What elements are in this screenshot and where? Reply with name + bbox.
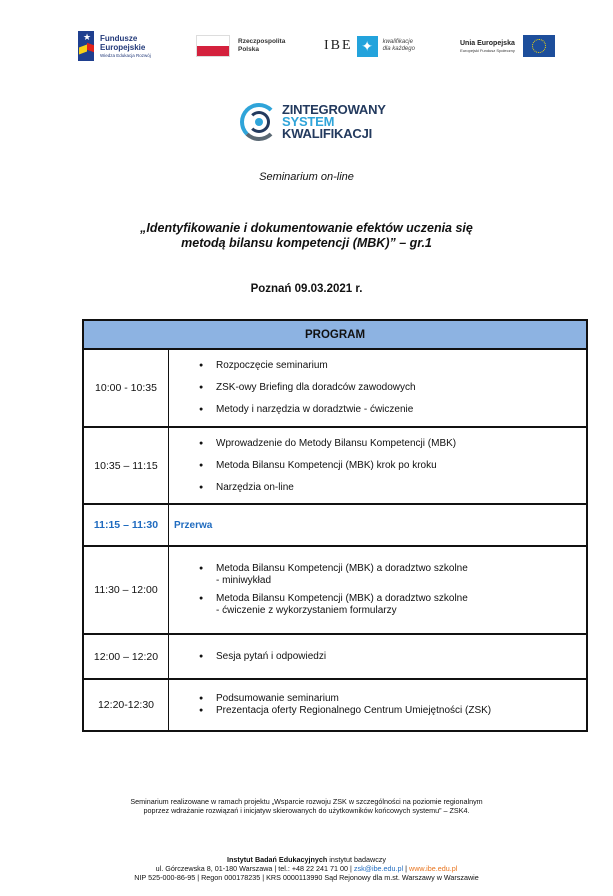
place-date: Poznań 09.03.2021 r. [250, 283, 363, 295]
fundusze-europejskie-icon: ★ [78, 31, 94, 61]
title-line1: „Identyfikowanie i dokumentowanie efektów uczenia się [140, 221, 473, 235]
project-footnote [0, 797, 613, 815]
row-time: 10:35 – 11:15 [84, 428, 169, 503]
ibe-logo [324, 28, 415, 64]
break-label: Przerwa [174, 519, 213, 531]
agenda-item-text: Metoda Bilansu Kompetencji (MBK) a doradztwo szkolne [216, 563, 468, 574]
ue-line2: Europejski Fundusz Społeczny [460, 47, 515, 53]
fe-line1: Fundusze [100, 33, 138, 43]
zsk-line2: SYSTEM [282, 114, 335, 129]
title-line2: metodą bilansu kompetencji (MBK)” – gr.1 [181, 236, 432, 250]
zsk-logo [240, 103, 386, 141]
row-time: 11:15 – 11:30 [84, 505, 169, 545]
table-row [84, 547, 586, 635]
row-time: 12:00 – 12:20 [84, 635, 169, 678]
org-registry: NIP 525-000-86-95 | Regon 000178235 | KRS 0000113990 Sąd Rejonowy dla m.st. Warszawy w Warszawie [134, 873, 479, 882]
separator: | [403, 864, 410, 873]
agenda-item [199, 563, 586, 587]
website-link[interactable]: www.ibe.edu.pl [409, 864, 458, 873]
logos-bar [78, 28, 568, 68]
table-row [84, 428, 586, 505]
agenda-item: ● Sesja pytań i odpowiedzi [199, 651, 586, 663]
agenda-item-sub: - miniwykład [216, 575, 272, 586]
table-row [84, 635, 586, 680]
agenda-item-text: Metoda Bilansu Kompetencji (MBK) a doradztwo szkolne [216, 593, 468, 604]
org-address: ul. Górczewska 8, 01-180 Warszawa | tel.: +48 22 241 71 00 | [155, 864, 354, 873]
agenda-item-sub: - ćwiczenie z wykorzystaniem formularzy [216, 605, 397, 616]
unia-europejska-logo [460, 28, 555, 64]
footnote-line2: poprzez wdrażanie rozwiązań i inicjatyw skierowanych do użytkowników końcowych systemu” – ZSK4. [143, 806, 470, 815]
agenda-item: ● Wprowadzenie do Metody Bilansu Kompetencji (MBK) [199, 438, 586, 450]
agenda-item: ● Prezentacja oferty Regionalnego Centrum Umiejętności (ZSK) [199, 705, 586, 717]
program-table [82, 319, 588, 732]
row-time: 11:30 – 12:00 [84, 547, 169, 633]
fe-line2: Europejskie [100, 42, 146, 52]
rzeczpospolita-polska-logo [196, 28, 285, 64]
email-link[interactable]: zsk@ibe.edu.pl [353, 864, 404, 873]
row-time: 10:00 - 10:35 [84, 350, 169, 426]
agenda-item: ● Podsumowanie seminarium [199, 693, 586, 705]
page-footer [0, 855, 613, 882]
org-type: instytut badawczy [327, 855, 386, 864]
program-header: PROGRAM [84, 321, 586, 350]
ue-line1: Unia Europejska [460, 39, 515, 47]
ibe-name: IBE [324, 38, 353, 53]
footnote-line1: Seminarium realizowane w ramach projektu „Wsparcie rozwoju ZSK w szczególności na poziomie regionalnym [130, 797, 483, 806]
fe-tagline: Wiedza Edukacja Rozwój [100, 52, 151, 58]
table-row [84, 350, 586, 428]
zsk-line3: KWALIFIKACJI [282, 126, 373, 141]
eu-flag-icon [523, 35, 555, 57]
fundusze-europejskie-logo [78, 28, 151, 64]
ibe-slogan-line1: kwalifikacje [382, 39, 413, 45]
pl-line1: Rzeczpospolita [238, 38, 286, 45]
org-name: Instytut Badań Edukacyjnych [227, 855, 328, 864]
zsk-emblem-icon [240, 103, 278, 141]
agenda-item: ● ZSK-owy Briefing dla doradców zawodowych [199, 382, 586, 394]
agenda-item: ● Metoda Bilansu Kompetencji (MBK) krok po kroku [199, 460, 586, 472]
agenda-item [199, 593, 586, 617]
document-title [0, 221, 613, 251]
agenda-item: ● Rozpoczęcie seminarium [199, 360, 586, 372]
row-time: 12:20-12:30 [84, 680, 169, 730]
table-row-break [84, 505, 586, 547]
zsk-line1: ZINTEGROWANY [282, 102, 386, 117]
ibe-slogan-line2: dla każdego [382, 46, 415, 52]
agenda-item: ● Metody i narzędzia w doradztwie - ćwiczenie [199, 404, 586, 416]
polish-flag-icon [196, 35, 230, 57]
table-row [84, 680, 586, 730]
pl-line2: Polska [238, 46, 259, 53]
document-subtitle: Seminarium on-line [259, 171, 354, 183]
ibe-figure-icon: ✦ [357, 36, 378, 57]
agenda-item: ● Narzędzia on-line [199, 482, 586, 494]
